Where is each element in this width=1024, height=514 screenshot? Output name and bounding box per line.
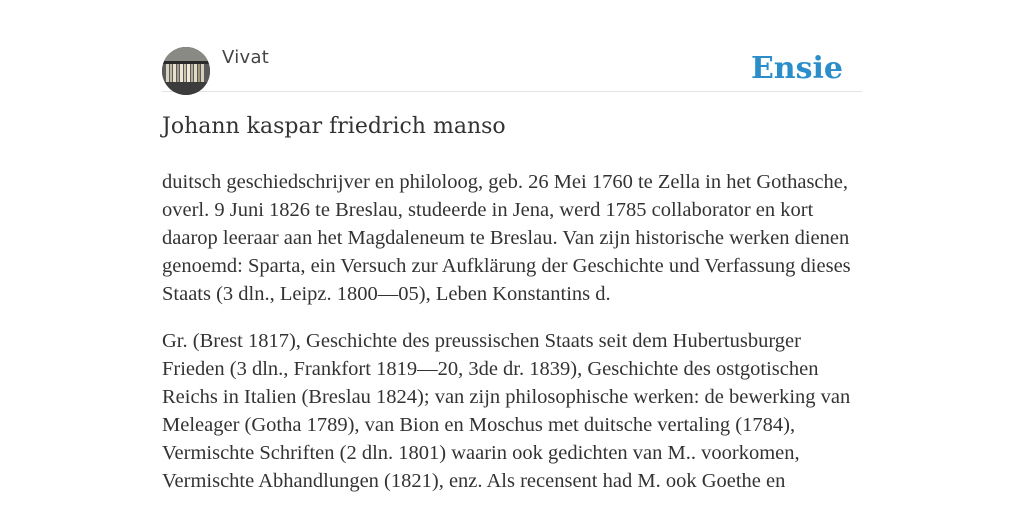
article-paragraph: Gr. (Brest 1817), Geschichte des preussischen Staats seit dem Hubertusburger Frieden (3 dln., Frankfort 1819—20, 3de dr. 1839), Geschichte des ostgotischen Reichs in Italien (Breslau 1824); van zijn philosophische werken: de bewerking van Meleager (Gotha 1789), van Bion en Moschus met duitsche vertaling (1784), Vermischte Schriften (2 dln. 1801) waarin ook gedichten van M.. voorkomen, Vermischte Abhandlungen (1821), enz. Als recensent had M. ook Goethe en [162, 330, 851, 492]
bookshelf-avatar-icon[interactable] [162, 47, 210, 95]
brand-logo[interactable]: Ensie [750, 51, 843, 86]
article-title: Johann kaspar friedrich manso [162, 114, 506, 139]
article-paragraph: duitsch geschiedschrijver en philoloog, geb. 26 Mei 1760 te Zella in het Gothasche, overl. 9 Juni 1826 te Breslau, studeerde in Jena, werd 1785 collaborator en kort daarop leeraar aan het Magdaleneum te Breslau. Van zijn historische werken dienen genoemd: Sparta, ein Versuch zur Aufklärung der Geschichte und Verfassung dieses Staats (3 dln., Leipz. 1800—05), Leben Konstantins d. [162, 171, 851, 305]
site-header [162, 45, 862, 92]
source-name[interactable]: Vivat [222, 47, 270, 68]
article-body [162, 168, 862, 514]
